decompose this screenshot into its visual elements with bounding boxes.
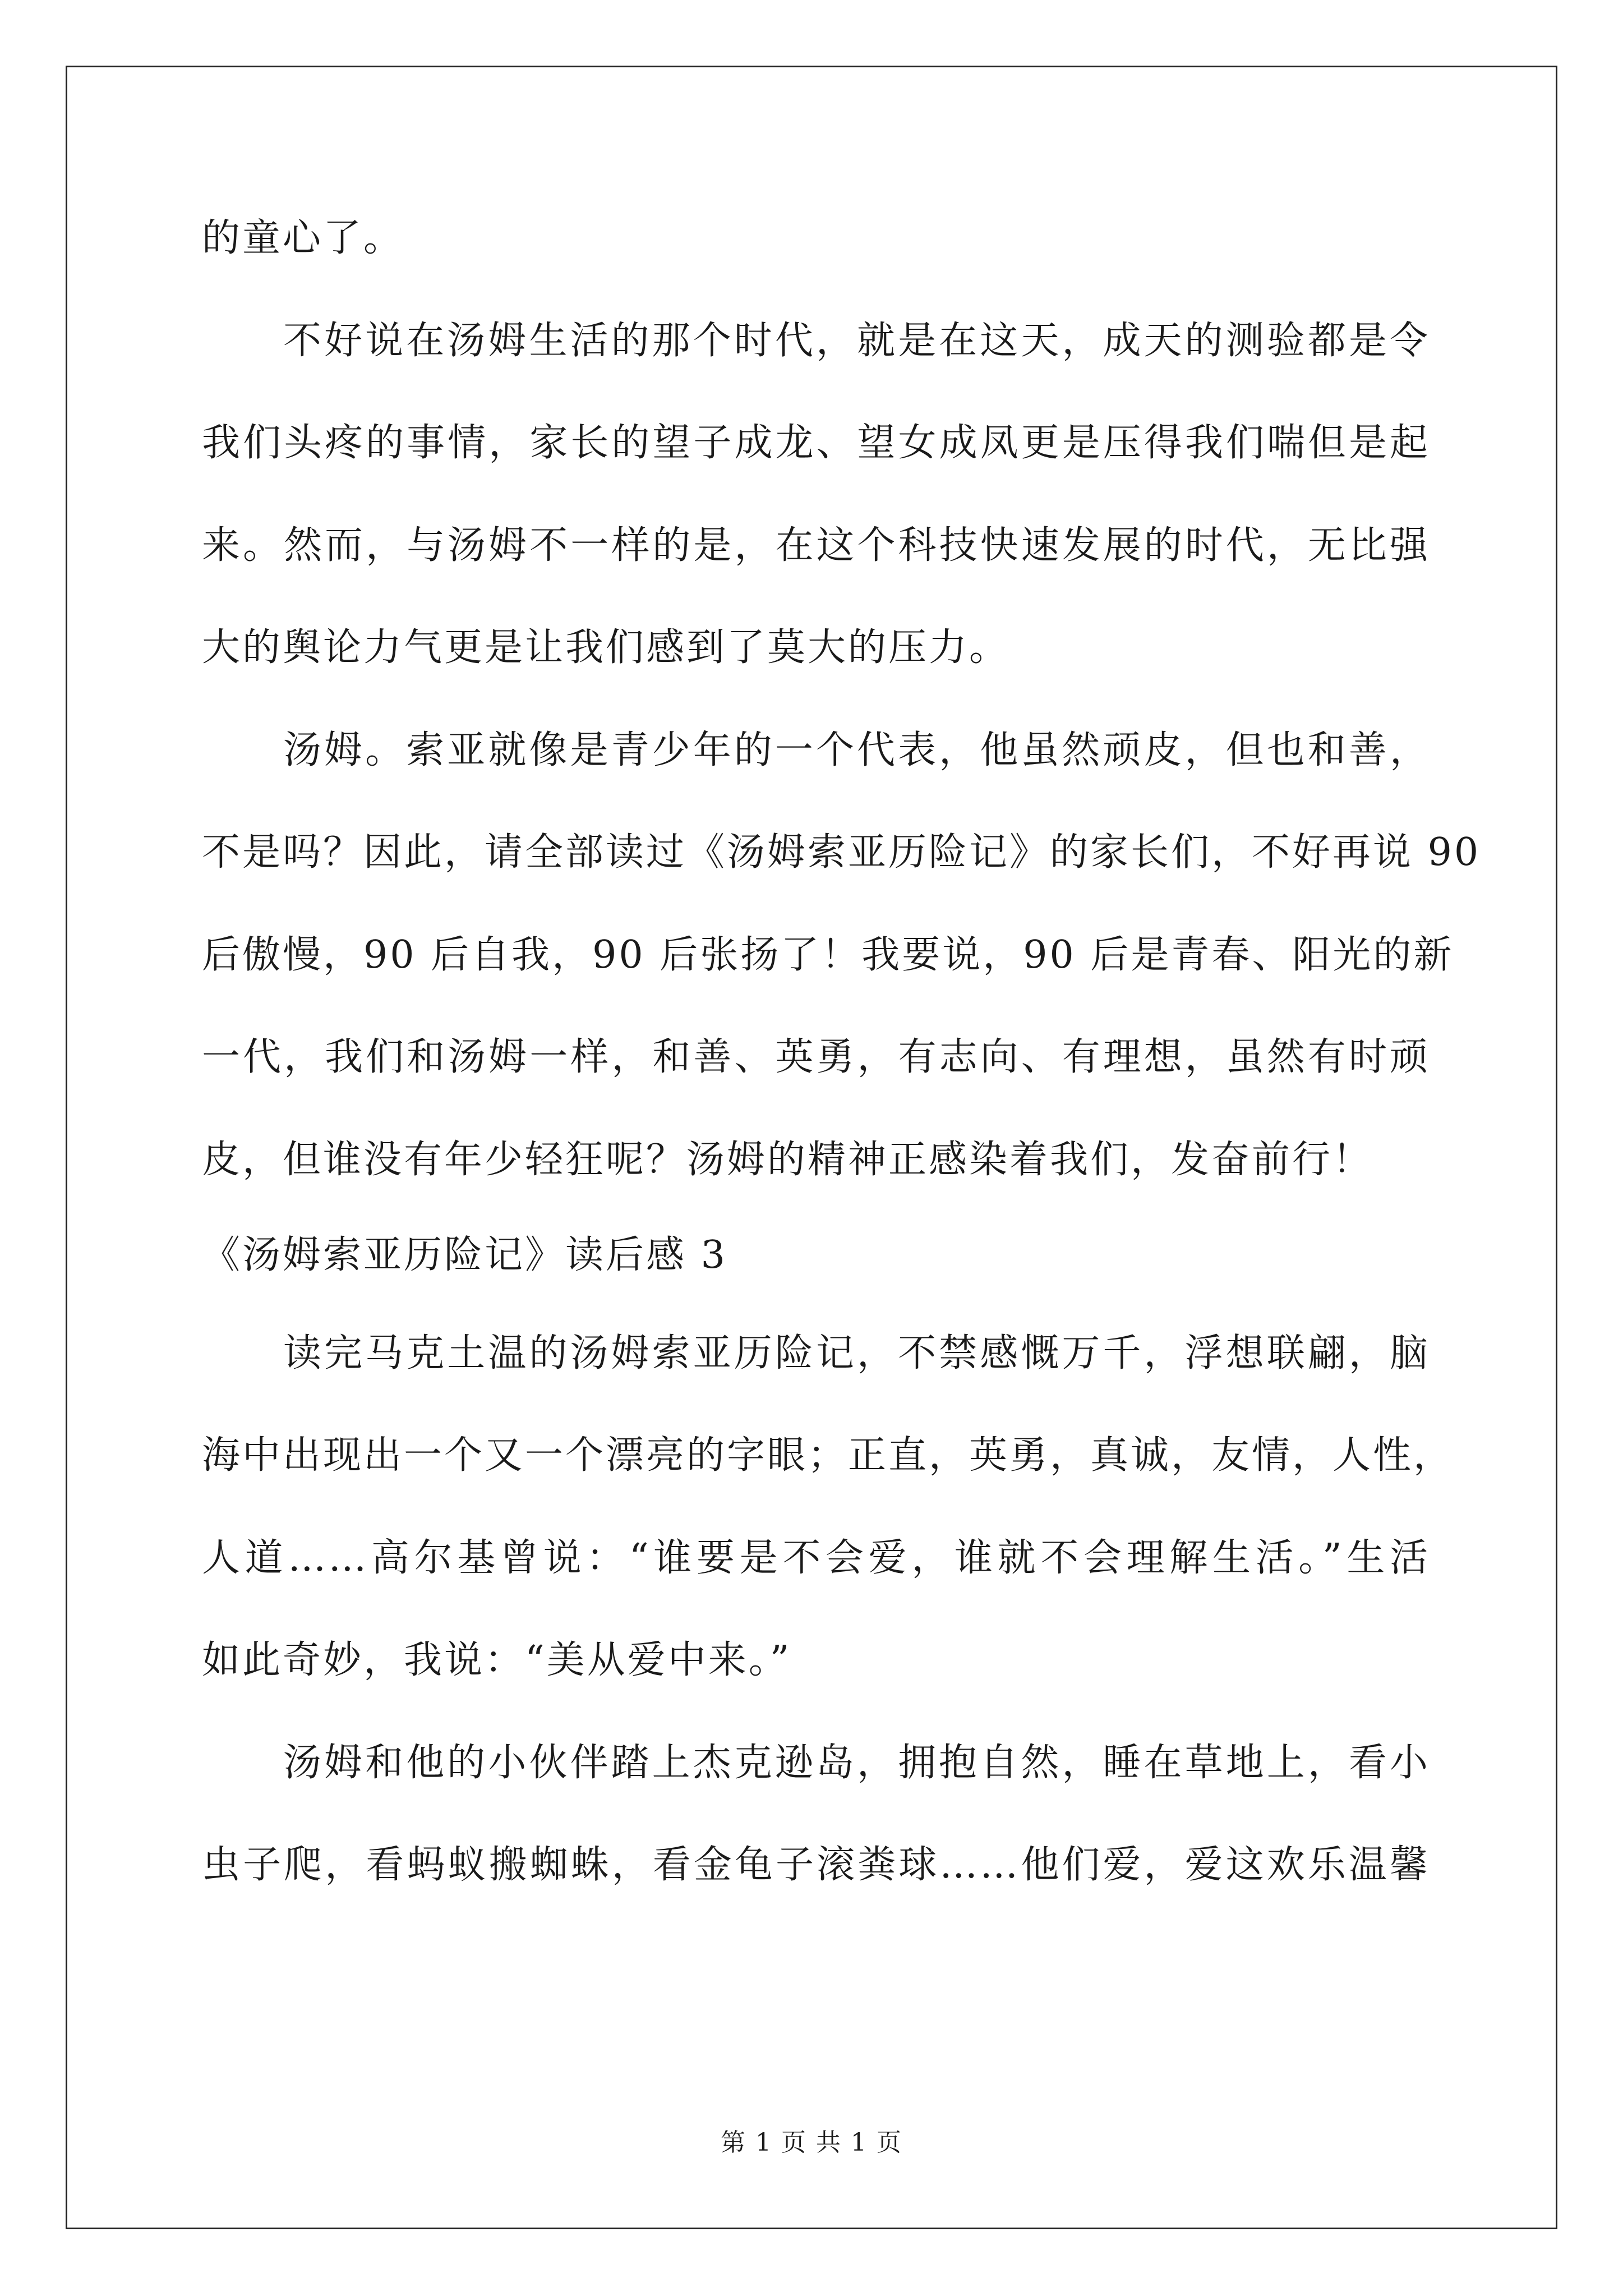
text-line: 的童心了。 [202, 216, 404, 260]
text-line: 来。然而，与汤姆不一样的是，在这个科技快速发展的时代，无比强 [202, 523, 1430, 568]
text-line: 海中出现出一个又一个漂亮的字眼；正直，英勇，真诚，友情，人性， [202, 1433, 1454, 1478]
text-line: 读完马克土温的汤姆索亚历险记，不禁感慨万千，浮想联翩，脑 [283, 1331, 1430, 1375]
text-line: 一代，我们和汤姆一样，和善、英勇，有志向、有理想，虽然有时顽 [202, 1035, 1430, 1079]
text-line: 皮，但谁没有年少轻狂呢？汤姆的精神正感染着我们，发奋前行！ [202, 1138, 1373, 1182]
text-line: 我们头疼的事情，家长的望子成龙、望女成凤更是压得我们喘但是起 [202, 421, 1430, 465]
text-line: 后傲慢，90 后自我，90 后张扬了！我要说，90 后是青春、阳光的新 [202, 933, 1454, 977]
text-line: 大的舆论力气更是让我们感到了莫大的压力。 [202, 625, 1010, 670]
section-heading: 《汤姆索亚历险记》读后感 3 [202, 1233, 727, 1277]
text-line: 人道……高尔基曾说：“谁要是不会爱，谁就不会理解生活。”生活 [202, 1536, 1430, 1580]
text-line: 汤姆。索亚就像是青少年的一个代表，他虽然顽皮，但也和善， [283, 728, 1430, 772]
text-line: 汤姆和他的小伙伴踏上杰克逊岛，拥抱自然，睡在草地上，看小 [283, 1741, 1430, 1785]
text-line: 虫子爬，看蚂蚁搬蜘蛛，看金龟子滚粪球……他们爱，爱这欢乐温馨 [202, 1843, 1430, 1887]
text-line: 不好说在汤姆生活的那个时代，就是在这天，成天的测验都是令 [283, 319, 1430, 363]
text-line: 不是吗？因此，请全部读过《汤姆索亚历险记》的家长们，不好再说 90 [202, 830, 1481, 875]
text-line: 如此奇妙，我说：“美从爱中来。” [202, 1638, 792, 1682]
page-number-footer: 第 1 页 共 1 页 [721, 2128, 902, 2157]
